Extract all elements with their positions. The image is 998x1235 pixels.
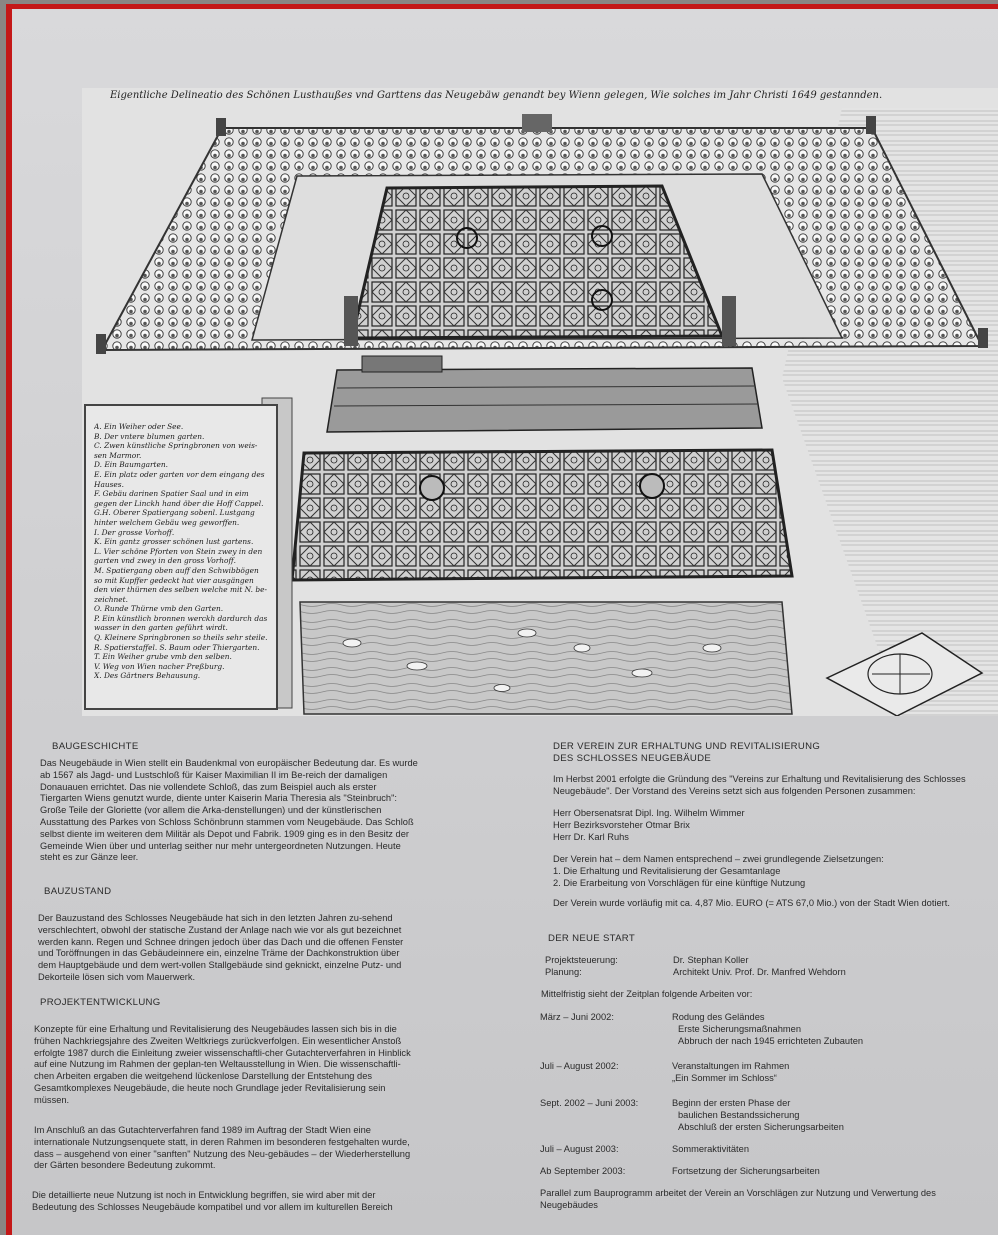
text-line: Bedeutung des Schlosses Neugebäude kompatibel und vor allem im kulturellen Bereich (32, 1201, 393, 1212)
legend-entry: C. Zwen künstliche Springbronen von weis- (94, 441, 258, 451)
engraving-legend (84, 404, 278, 710)
schedule-row (540, 1061, 995, 1085)
schedule-row (540, 1098, 995, 1133)
schedule-activity: Beginn der ersten Phase der (672, 1098, 791, 1108)
neuer-start-heading: DER NEUE START (548, 933, 636, 944)
legend-entry: D. Ein Baumgarten. (94, 460, 168, 470)
goal-line: 1. Die Erhaltung und Revitalisierung der Gesamtanlage (553, 865, 781, 876)
legend-entry: den vier thürnen des selben welche mit N. be- (94, 585, 267, 595)
engraving-title: Eigentliche Delineatio des Schönen Lusthaußes vnd Garttens das Neugebäw genandt bey Wienn gelegen, Wie solches im Jahr Christi 1649 gestannden. (110, 90, 883, 101)
text-line: frühen Nachkriegsjahre des Zweiten Weltkriegs zurückverfolgen. Ein wesentlicher Anstoß (34, 1035, 402, 1046)
legend-entry: Hauses. (94, 479, 124, 489)
schedule-activities (672, 1166, 820, 1178)
legend-entry: M. Spatiergang oben auff den Schwibbögen (94, 565, 259, 575)
projektentwicklung-text-2 (34, 1125, 500, 1172)
verein-intro (553, 774, 998, 798)
verein-heading-1: DER VEREIN ZUR ERHALTUNG UND REVITALISIERUNG (553, 741, 821, 752)
schedule-activity: Abbruch der nach 1945 errichteten Zubauten (678, 1035, 864, 1046)
legend-entry: zeichnet. (94, 594, 128, 604)
legend-entry: G.H. Oberer Spatiergang sobenl. Lustgang (94, 508, 255, 518)
schedule-activity: Fortsetzung der Sicherungsarbeiten (672, 1166, 820, 1176)
text-line: dass – ausgehend von einer "sanften" Nutzung des Neu-gebäudes – der Wiederherstellung (34, 1148, 411, 1159)
schedule-date: Sept. 2002 – Juni 2003: (540, 1098, 639, 1108)
schedule-row (540, 1144, 995, 1156)
text-line: ab 1567 als Jagd- und Lustschloß für Kaiser Maximilian II im Be-reich der damaligen (40, 769, 388, 780)
bauzustand-text (38, 913, 500, 984)
legend-entry: O. Runde Thürne vmb den Garten. (94, 604, 224, 614)
member-name: Herr Dr. Karl Ruhs (553, 831, 629, 842)
verein-members (553, 808, 998, 843)
legend-entry: K. Ein gantz grosser schönen lust gartens. (94, 537, 254, 547)
legend-entry: L. Vier schöne Pforten von Stein zwey in den (94, 546, 263, 556)
projektentwicklung-text-3 (32, 1190, 500, 1214)
text-line: der Gärten besondere Bedeutung zukommt. (34, 1160, 216, 1171)
verein-heading-2: DES SCHLOSSES NEUGEBÄUDE (553, 753, 712, 764)
text-line: Gemeinde Wien über und unterlag seither nur mehr untergeordneten Nutzungen. Heute (40, 840, 401, 851)
baugeschichte-heading: BAUGESCHICHTE (52, 741, 139, 752)
legend-entry: P. Ein künstlich bronnen werckh dardurch das (94, 613, 268, 623)
schedule-intro: Mittelfristig sieht der Zeitplan folgende Arbeiten vor: (541, 989, 753, 999)
schedule-row (540, 1166, 995, 1178)
text-line: Im Anschluß an das Gutachterverfahren fand 1989 im Auftrag der Stadt Wien eine (34, 1125, 371, 1135)
legend-entry: gegen der Linckh hand öber die Hoff Cappel. (94, 498, 264, 508)
text-line: Die detaillierte neue Nutzung ist noch in Entwicklung begriffen, sie wird aber mit der (32, 1190, 376, 1200)
text-line: steht es zur Gänze leer. (40, 852, 139, 863)
schedule-activity: „Ein Sommer im Schloss“ (672, 1072, 777, 1083)
text-line: müssen. (34, 1094, 70, 1105)
goal-line: 2. Die Erarbeitung von Vorschlägen für eine künftige Nutzung (553, 877, 806, 888)
legend-entry: X. Des Gärtners Behausung. (94, 671, 201, 681)
legend-entry: wasser in den garten geführt wirdt. (94, 623, 228, 633)
role-label: Projektsteuerung: (545, 955, 618, 965)
text-line: Parallel zum Bauprogramm arbeitet der Verein an Vorschlägen zur Nutzung und Verwertung des (540, 1188, 936, 1198)
baugeschichte-text (40, 758, 500, 864)
role-person: Architekt Univ. Prof. Dr. Manfred Wehdorn (673, 966, 846, 977)
text-line: Gesamtkomplexes Neugebäude, die heute noch Grundlage jeder Revitalisierung sein (34, 1082, 386, 1093)
text-line: Tiergarten Wiens genutzt wurde, diente unter Kaiserin Maria Theresia als "Steinbruch": (40, 793, 397, 804)
legend-entry: sen Marmor. (94, 450, 142, 460)
text-line: erfolgte 1987 durch die Einleitung zweier wissenschaftli-cher Gutachterverfahren in Hinblick (34, 1047, 411, 1058)
legend-entry: V. Weg von Wien nacher Preßburg. (94, 661, 225, 671)
text-line: Große Teile der Gloriette (vor allem die Arka-denstellungen) und der künstlerischen (40, 805, 382, 816)
member-name: Herr Obersenatsrat Dipl. Ing. Wilhelm Wimmer (553, 808, 745, 818)
role-row (545, 955, 995, 967)
legend-entry: hinter welchem Gebäu weg geworffen. (94, 517, 240, 527)
text-line: Dekorteile lösen sich vom Mauerwerk. (38, 971, 196, 982)
legend-entry: E. Ein platz oder garten vor dem eingang des (94, 469, 265, 479)
text-line: Donauauen errichtet. Das nie vollendete Schloß, das zum Beispiel auch als erster (40, 781, 377, 792)
schedule-row (540, 1012, 995, 1047)
legend-entry: F. Gebäu darinen Spatier Saal und in eim (94, 489, 249, 499)
goal-line: Der Verein hat – dem Namen entsprechend – zwei grundlegende Zielsetzungen: (553, 854, 884, 864)
text-line: werden kann. Regen und Schnee dringen jedoch über das Dach und die offenen Fenster (38, 936, 404, 947)
schedule-date: Juli – August 2002: (540, 1061, 619, 1071)
schedule-activity: Sommeraktivitäten (672, 1144, 749, 1154)
text-line: Konzepte für eine Erhaltung und Revitalisierung des Neugebäudes lassen sich bis in die (34, 1024, 397, 1034)
role-row (545, 967, 995, 979)
bauzustand-heading: BAUZUSTAND (44, 886, 112, 897)
legend-entry: so mit Kupffer gedeckt hat vier ausgängen (94, 575, 254, 585)
text-line: dem Hauptgebäude und dem wert-vollen Stallgebäude sind geknickt, einzelne Putz- und (38, 960, 402, 971)
roles-list (545, 955, 995, 979)
schedule-activity: Veranstaltungen im Rahmen (672, 1061, 790, 1071)
legend-entry: R. Spatierstaffel. S. Baum oder Thiergarten. (94, 642, 260, 652)
schedule-activities (672, 1098, 844, 1133)
member-name: Herr Bezirksvorsteher Otmar Brix (553, 819, 690, 830)
schedule-activities (672, 1012, 863, 1047)
text-line: chen Arbeiten ergaben die weitgehend lückenlose Darstellung der Entstehung des (34, 1071, 373, 1082)
schedule-activity: baulichen Bestandssicherung (678, 1109, 800, 1120)
text-line: Im Herbst 2001 erfolgte die Gründung des "Vereins zur Erhaltung und Revitalisierung des Schlosses (553, 774, 966, 784)
schedule-activity: Abschluß der ersten Sicherungsarbeiten (678, 1121, 844, 1132)
text-line: Ausstattung des Parkes von Schloss Schönbrunn stammen vom Neugebäude. Das Schloß (40, 816, 414, 827)
schedule-activities (672, 1061, 789, 1085)
projektentwicklung-text-1 (34, 1024, 500, 1107)
text-line: internationale Nutzungsenquete statt, in deren Rahmen im besonderen festgehalten wurde, (34, 1136, 410, 1147)
legend-entry: I. Der grosse Vorhoff. (94, 527, 175, 537)
schedule-activity: Erste Sicherungsmaßnahmen (678, 1023, 801, 1034)
schedule-activities (672, 1144, 749, 1156)
text-line: Neugebäudes (540, 1199, 598, 1210)
schedule-date: Juli – August 2003: (540, 1144, 619, 1154)
text-line: Der Bauzustand des Schlosses Neugebäude hat sich in den letzten Jahren zu-sehend (38, 913, 393, 923)
verein-funding: Der Verein wurde vorläufig mit ca. 4,87 Mio. EURO (= ATS 67,0 Mio.) von der Stadt Wien dotiert. (553, 898, 950, 908)
legend-entry: garten vnd zwey in den gross Vorhoff. (94, 556, 237, 566)
closing-text (540, 1188, 998, 1212)
text-line: Neugebäude". Der Vorstand des Vereins setzt sich aus folgenden Personen zusammen: (553, 785, 916, 796)
text-line: verschlechtert, obwohl der statische Zustand der Anlage nach wie vor als gut bezeichnet (38, 924, 402, 935)
text-line: und Toröffnungen in das Gebäudeinnere ein, einzelne Träme der Dachkonstruktion über (38, 948, 400, 959)
legend-entry: T. Ein Weiher grube vmb den selben. (94, 652, 232, 662)
legend-entry: A. Ein Weiher oder See. (94, 422, 184, 431)
text-line: Das Neugebäude in Wien stellt ein Baudenkmal von europäischer Bedeutung dar. Es wurde (40, 758, 418, 768)
legend-entry: B. Der vntere blumen garten. (94, 431, 205, 441)
legend-entry: Q. Kleinere Springbronen so theils sehr steile. (94, 633, 268, 643)
role-person: Dr. Stephan Koller (673, 955, 749, 965)
projektentwicklung-heading: PROJEKTENTWICKLUNG (40, 997, 161, 1008)
schedule-date: März – Juni 2002: (540, 1012, 614, 1022)
text-line: auf eine Nutzung im Rahmen der geplan-ten Weltausstellung in Wien. Die wissenschaftli- (34, 1059, 401, 1070)
role-label: Planung: (545, 966, 582, 977)
verein-goals (553, 854, 998, 889)
text-line: selbst diente im weiteren dem Militär als Depot und Fabrik. 1909 ging es in den Besitz der (40, 828, 409, 839)
schedule-activity: Rodung des Geländes (672, 1012, 765, 1022)
schedule-date: Ab September 2003: (540, 1166, 626, 1176)
